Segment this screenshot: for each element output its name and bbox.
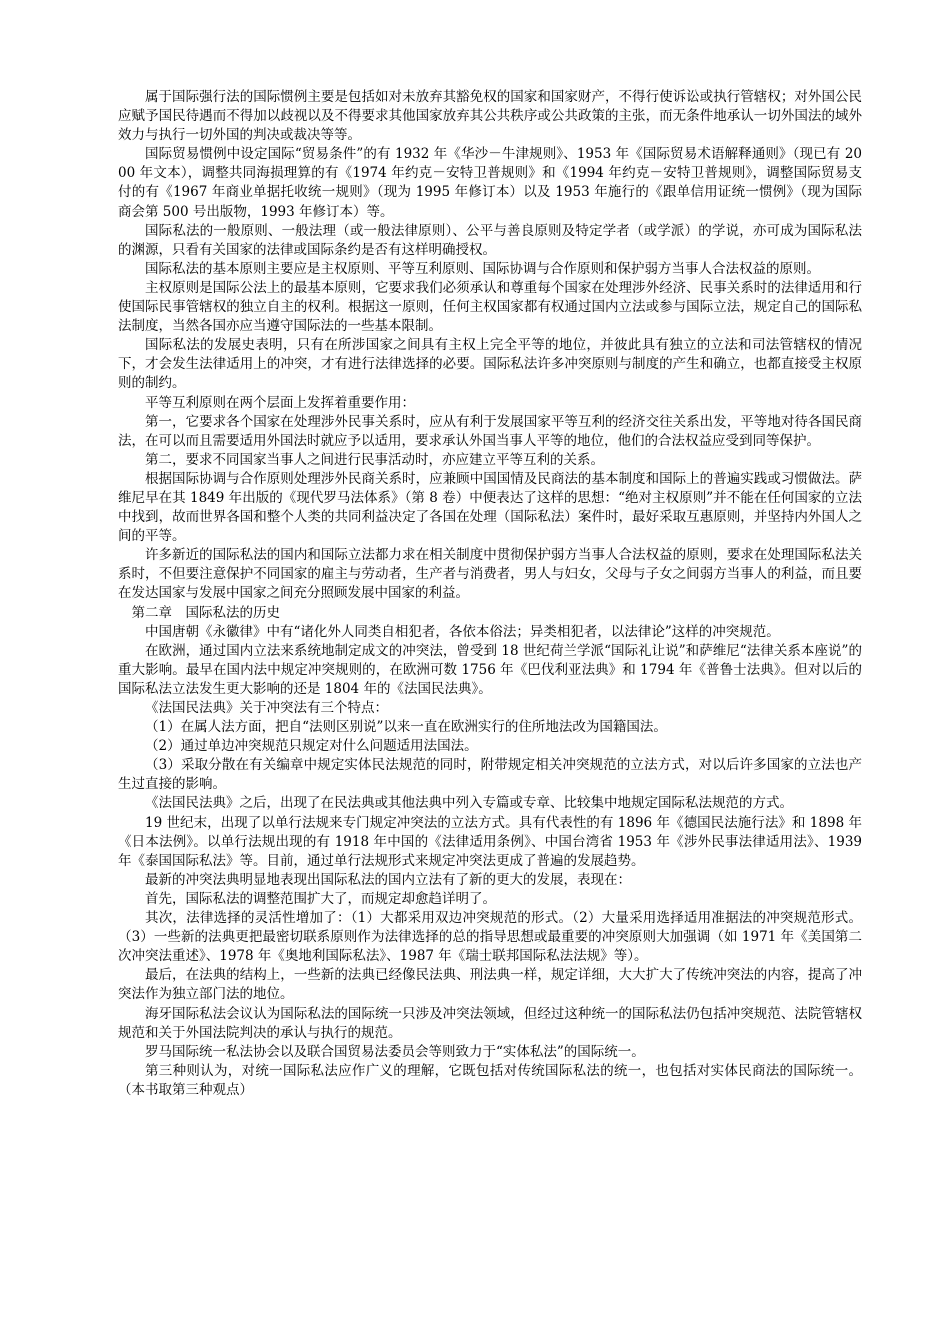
- paragraph: 《法国民法典》之后，出现了在民法典或其他法典中列入专篇或专章、比较集中地规定国际私法规范的方式。: [145, 795, 793, 812]
- paragraph: 第一，它要求各个国家在处理涉外民事关系时，应从有利于发展国家平等互利的经济交往关系出发，平等地对待各国民商法，在可以而且需要适用外国法时就应予以适用，要求承认外国当事人平等的地位，他们的合法权益应受到同等保护。: [118, 413, 862, 449]
- paragraph: 属于国际强行法的国际惯例主要是包括如对未放弃其豁免权的国家和国家财产，不得行使诉讼或执行管辖权；对外国公民应赋予国民待遇而不得加以歧视以及不得要求其他国家放弃其公共秩序或公共政策的主张，而无条件地承认一切外国法的域外效力与执行一切外国的判决或裁决等等。: [118, 89, 862, 144]
- chapter-heading: 第二章 国际私法的历史: [131, 604, 280, 621]
- paragraph: 其次，法律选择的灵活性增加了：（1）大都采用双边冲突规范的形式。（2）大量采用选择适用准据法的冲突规范形式。（3）一些新的法典更把最密切联系原则作为法律选择的总的指导思想或最重要的冲突原则大加强调（如 1971 年《美国第二次冲突法重述》、1978 年《奥地利国际私法》、1987 年《瑞士联邦国际私法法规》等）。: [118, 910, 862, 965]
- paragraph: 国际私法的基本原则主要应是主权原则、平等互利原则、国际协调与合作原则和保护弱方当事人合法权益的原则。: [145, 260, 820, 277]
- paragraph: 第三种则认为，对统一国际私法应作广义的理解，它既包括对传统国际私法的统一，也包括对实体民商法的国际统一。（本书取第三种观点）: [118, 1062, 862, 1098]
- paragraph: 根据国际协调与合作原则处理涉外民商关系时，应兼顾中国国情及民商法的基本制度和国际上的普遍实践或习惯做法。萨维尼早在其 1849 年出版的《现代罗马法体系》（第 8 卷）中便表达了这样的思想：“绝对主权原则”并不能在任何国家的立法中找到，故而世界各国和整个人类的共同利益决定了各国在处理（国际私法）案件时，最好采取互惠原则，并坚持内外国人之间的平等。: [118, 470, 862, 545]
- paragraph: （1）在属人法方面，把自“法则区别说”以来一直在欧洲实行的住所地法改为国籍国法。: [145, 719, 667, 736]
- paragraph: 主权原则是国际公法上的最基本原则，它要求我们必须承认和尊重每个国家在处理涉外经济、民事关系时的法律适用和行使国际民事管辖权的独立自主的权利。根据这一原则，任何主权国家都有权通过国内立法或参与国际立法，规定自己的国际私法制度，当然各国亦应当遵守国际法的一些基本限制。: [118, 279, 862, 335]
- paragraph: 罗马国际统一私法协会以及联合国贸易法委员会等则致力于“实体私法”的国际统一。: [145, 1043, 645, 1060]
- paragraph: 海牙国际私法会议认为国际私法的国际统一只涉及冲突法领域，但经过这种统一的国际私法仍包括冲突规范、法院管辖权规范和关于外国法院判决的承认与执行的规范。: [118, 1005, 862, 1041]
- paragraph: 国际私法的发展史表明，只有在所涉国家之间具有主权上完全平等的地位，并彼此具有独立的立法和司法管辖权的情况下，才会发生法律适用上的冲突，才有进行法律选择的必要。国际私法许多冲突原则与制度的产生和确立，也都直接受主权原则的制约。: [118, 337, 862, 392]
- paragraph: 许多新近的国际私法的国内和国际立法都力求在相关制度中贯彻保护弱方当事人合法权益的原则，要求在处理国际私法关系时，不但要注意保护不同国家的雇主与劳动者，生产者与消费者，男人与妇女，父母与子女之间弱方当事人的利益，而且要在发达国家与发展中国家之间充分照顾发展中国家的利益。: [118, 547, 862, 602]
- paragraph: 国际贸易惯例中设定国际“贸易条件”的有 1932 年《华沙－牛津规则》、1953 年《国际贸易术语解释通则》（现已有 2000 年文本），调整共同海损理算的有《1974 年约克－安特卫普规则》和《1994 年约克－安特卫普规则》，调整国际贸易支付的有《1967 年商业单据托收统一规则》（现为 1995 年修订本）以及 1953 年施行的《跟单信用证统一惯例》（现为国际商会第 500 号出版物，1993 年修订本）等。: [118, 146, 862, 220]
- document-page: [118, 88, 862, 1100]
- paragraph: 平等互利原则在两个层面上发挥着重要作用：: [145, 394, 415, 411]
- paragraph: 首先，国际私法的调整范围扩大了，而规定却愈趋详明了。: [145, 890, 496, 907]
- paragraph: 第二，要求不同国家当事人之间进行民事活动时，亦应建立平等互利的关系。: [145, 451, 604, 468]
- paragraph: 在欧洲，通过国内立法来系统地制定成文的冲突法，曾受到 18 世纪荷兰学派“国际礼让说”和萨维尼“法律关系本座说”的重大影响。最早在国内法中规定冲突规则的，在欧洲可数 1756 年《巴伐利亚法典》和 1794 年《普鲁士法典》。但对以后的国际私法立法发生更大影响的还是 1804 年的《法国民法典》。: [118, 642, 862, 697]
- paragraph: 《法国民法典》关于冲突法有三个特点：: [145, 700, 388, 716]
- paragraph: 19 世纪末，出现了以单行法规来专门规定冲突法的立法方式。具有代表性的有 1896 年《德国民法施行法》和 1898 年《日本法例》。以单行法规出现的有 1918 年中国的《法律适用条例》、中国台湾省 1953 年《涉外民事法律适用法》、1939 年《泰国国际私法》等。目前，通过单行法规形式来规定冲突法更成了普遍的发展趋势。: [118, 814, 862, 869]
- paragraph: （2）通过单边冲突规范只规定对什么问题适用法国法。: [145, 738, 478, 755]
- paragraph: 中国唐朝《永徽律》中有“诸化外人同类自相犯者，各依本俗法；异类相犯者，以法律论”这样的冲突规范。: [145, 623, 780, 640]
- paragraph: 最新的冲突法典明显地表现出国际私法的国内立法有了新的更大的发展，表现在：: [145, 871, 631, 888]
- paragraph: 国际私法的一般原则、一般法理（或一般法律原则）、公平与善良原则及特定学者（或学派）的学说，亦可成为国际私法的渊源，只看有关国家的法律或国际条约是否有这样明确授权。: [118, 222, 862, 258]
- paragraph: （3）采取分散在有关编章中规定实体民法规范的同时，附带规定相关冲突规范的立法方式，对以后许多国家的立法也产生过直接的影响。: [118, 757, 862, 793]
- paragraph: 最后，在法典的结构上，一些新的法典已经像民法典、刑法典一样，规定详细，大大扩大了传统冲突法的内容，提高了冲突法作为独立部门法的地位。: [118, 967, 862, 1003]
